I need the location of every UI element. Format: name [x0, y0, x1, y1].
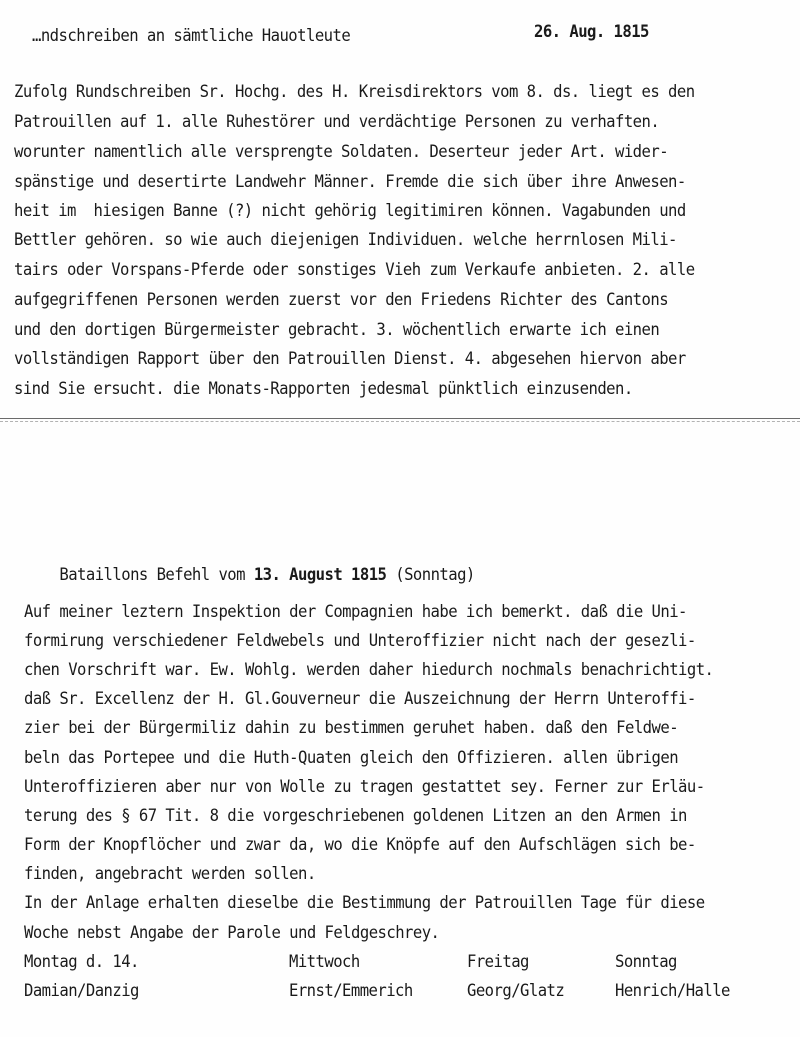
body-line: aufgegriffenen Personen werden zuerst vor den Friedens Richter des Cantons — [14, 289, 669, 310]
body-line: Form der Knopflöcher und zwar da, wo die Knöpfe auf den Aufschlägen sich be- — [24, 834, 696, 855]
body-line: Auf meiner leztern Inspektion der Compagnien habe ich bemerkt. daß die Uni- — [24, 601, 687, 622]
body-line: In der Anlage erhalten dieselbe die Bestimmung der Patrouillen Tage für diese — [24, 892, 705, 913]
heading-prefix: Bataillons Befehl vom — [59, 564, 254, 585]
heading-date: 13. August 1815 — [253, 564, 387, 585]
schedule-day: Freitag — [467, 951, 529, 972]
body-line: und den dortigen Bürgermeister gebracht. 3. wöchentlich erwarte ich einen — [14, 319, 660, 340]
body-line: Zufolg Rundschreiben Sr. Hochg. des H. Kreisdirektors vom 8. ds. liegt es den — [14, 81, 695, 102]
body-line: beln das Portepee und die Huth-Quaten gleich den Offizieren. allen übrigen — [24, 747, 679, 768]
body-line: Patrouillen auf 1. alle Ruhestörer und verdächtige Personen zu verhaften. — [14, 111, 660, 132]
schedule-day: Sonntag — [615, 951, 677, 972]
schedule-parole: Georg/Glatz — [467, 980, 565, 1001]
section-divider — [0, 418, 800, 419]
schedule-day: Montag d. 14. — [24, 951, 139, 972]
schedule-parole: Damian/Danzig — [24, 980, 139, 1001]
body-line: Unteroffizieren aber nur von Wolle zu tragen gestattet sey. Ferner zur Erläu- — [24, 776, 705, 797]
section1-title: …ndschreiben an sämtliche Hauotleute — [32, 25, 351, 46]
body-line: spänstige und desertirte Landwehr Männer. Fremde die sich über ihre Anwesen- — [14, 171, 686, 192]
schedule-parole: Henrich/Halle — [615, 980, 730, 1001]
body-line: finden, angebracht werden sollen. — [24, 863, 316, 884]
body-line: Bettler gehören. so wie auch diejenigen Individuen. welche herrnlosen Mili- — [14, 229, 677, 250]
schedule-day: Mittwoch — [289, 951, 360, 972]
body-line: terung des § 67 Tit. 8 die vorgeschriebenen goldenen Litzen an den Armen in — [24, 805, 687, 826]
heading-suffix: (Sonntag) — [386, 564, 475, 585]
body-line: sind Sie ersucht. die Monats-Rapporten jedesmal pünktlich einzusenden. — [14, 378, 633, 399]
body-line: heit im hiesigen Banne (?) nicht gehörig legitimiren können. Vagabunden und — [14, 200, 686, 221]
body-line: worunter namentlich alle versprengte Soldaten. Deserteur jeder Art. wider- — [14, 141, 669, 162]
body-line: Woche nebst Angabe der Parole und Feldgeschrey. — [24, 922, 440, 943]
section1-date: 26. Aug. 1815 — [534, 21, 649, 42]
body-line: daß Sr. Excellenz der H. Gl.Gouverneur die Auszeichnung der Herrn Unteroffi- — [24, 688, 696, 709]
section2-heading — [24, 550, 475, 601]
body-line: vollständigen Rapport über den Patrouillen Dienst. 4. abgesehen hiervon aber — [14, 348, 686, 369]
body-line: formirung verschiedener Feldwebels und Unteroffizier nicht nach der gesezli- — [24, 630, 696, 651]
body-line: chen Vorschrift war. Ew. Wohlg. werden daher hiedurch nochmals benachrichtigt. — [24, 659, 714, 680]
body-line: zier bei der Bürgermiliz dahin zu bestimmen geruhet haben. daß den Feldwe- — [24, 717, 679, 738]
body-line: tairs oder Vorspans-Pferde oder sonstiges Vieh zum Verkaufe anbieten. 2. alle — [14, 259, 695, 280]
schedule-parole: Ernst/Emmerich — [289, 980, 413, 1001]
